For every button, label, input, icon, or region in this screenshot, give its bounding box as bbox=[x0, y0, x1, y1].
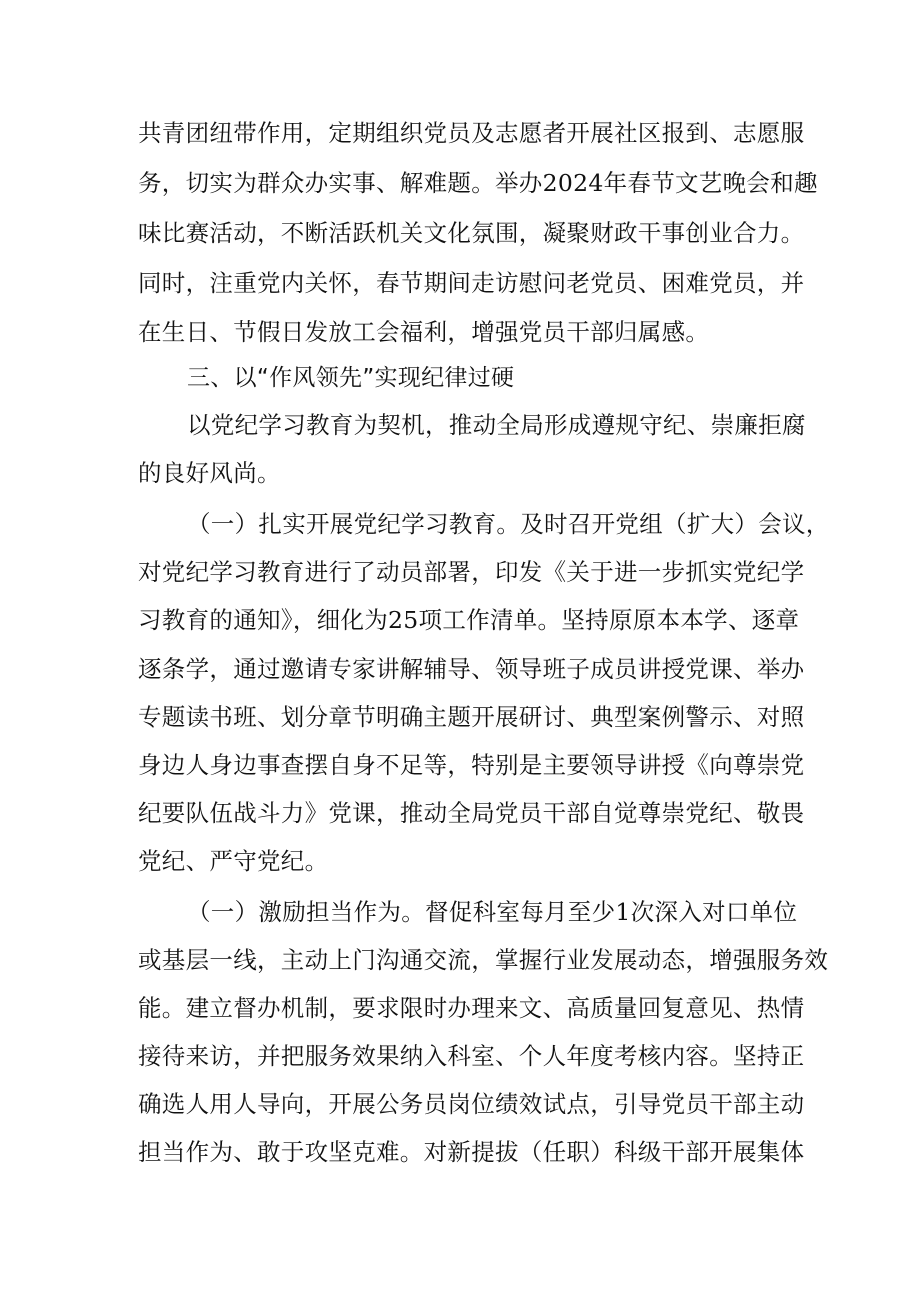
text-line: 味比赛活动，不断活跃机关文化氛围，凝聚财政干事创业合力。 bbox=[138, 219, 805, 247]
text-line: 同时，注重党内关怀，春节期间走访慰问老党员、困难党员，并 bbox=[138, 269, 805, 297]
text-line: 专题读书班、划分章节明确主题开展研讨、典型案例警示、对照 bbox=[138, 703, 805, 731]
text-line: 接待来访，并把服务效果纳入科室、个人年度考核内容。坚持正 bbox=[138, 1042, 805, 1070]
text-line: 在生日、节假日发放工会福利，增强党员干部归属感。 bbox=[138, 318, 710, 346]
text-line: 身边人身边事查摆自身不足等，特别是主要领导讲授《向尊崇党 bbox=[138, 751, 805, 779]
paragraph-first-line: （一）激励担当作为。督促科室每月至少1次深入对口单位 bbox=[187, 898, 798, 926]
text-line: 能。建立督办机制，要求限时办理来文、高质量回复意见、热情 bbox=[138, 994, 805, 1022]
text-line: 的良好风尚。 bbox=[138, 459, 281, 487]
text-line: 确选人用人导向，开展公务员岗位绩效试点，引导党员干部主动 bbox=[138, 1090, 805, 1118]
text-line: 务，切实为群众办实事、解难题。举办2024年春节文艺晚会和趣 bbox=[138, 169, 818, 197]
text-line: 党纪、严守党纪。 bbox=[138, 847, 329, 875]
text-line: 纪要队伍战斗力》党课，推动全局党员干部自觉尊崇党纪、敬畏 bbox=[138, 799, 805, 827]
text-line: 逐条学，通过邀请专家讲解辅导、领导班子成员讲授党课、举办 bbox=[138, 655, 805, 683]
text-line: 担当作为、敢于攻坚克难。对新提拔（任职）科级干部开展集体 bbox=[138, 1138, 805, 1166]
text-line: 共青团纽带作用，定期组织党员及志愿者开展社区报到、志愿服 bbox=[138, 119, 805, 147]
text-line: 习教育的通知》，细化为25项工作清单。坚持原原本本学、逐章 bbox=[138, 606, 800, 634]
paragraph-first-line: 以党纪学习教育为契机，推动全局形成遵规守纪、崇廉拒腐 bbox=[187, 411, 806, 439]
text-line: 对党纪学习教育进行了动员部署，印发《关于进一步抓实党纪学 bbox=[138, 558, 805, 586]
text-line: 或基层一线，主动上门沟通交流，掌握行业发展动态，增强服务效 bbox=[138, 946, 829, 974]
paragraph-first-line: （一）扎实开展党纪学习教育。及时召开党组（扩大）会议， bbox=[187, 510, 830, 538]
section-heading: 三、以“作风领先”实现纪律过硬 bbox=[187, 365, 515, 391]
